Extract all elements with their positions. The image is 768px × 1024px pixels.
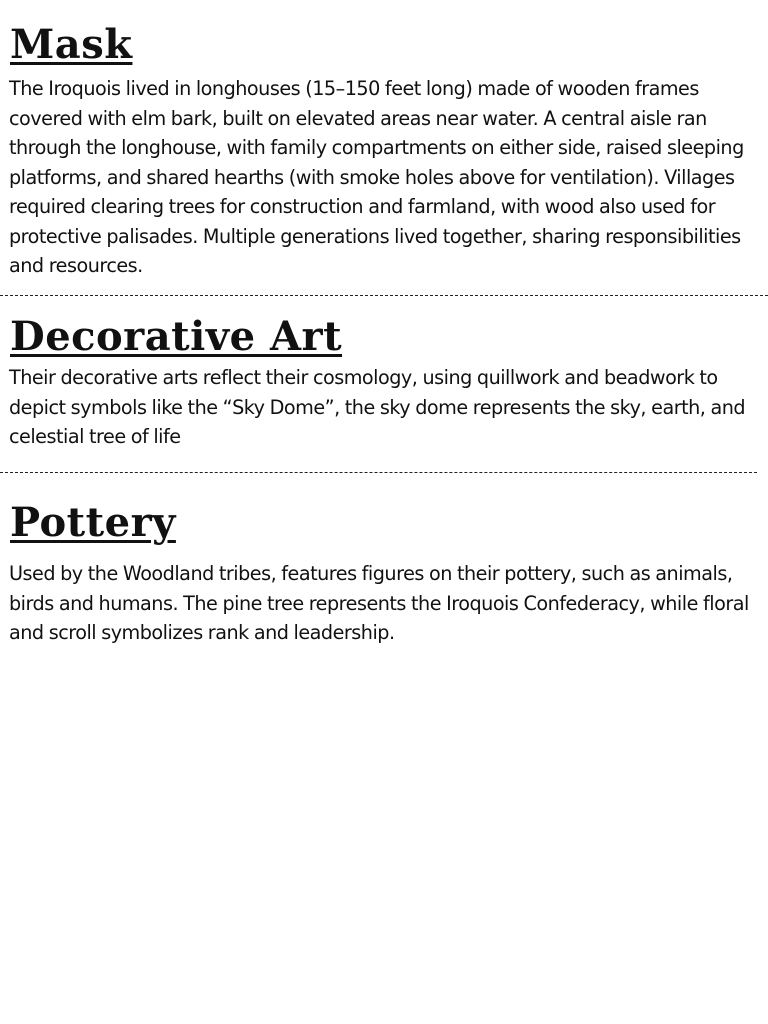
mask-heading: Mask (10, 21, 133, 68)
dashed-divider (0, 472, 757, 473)
pottery-heading: Pottery (10, 499, 176, 546)
pottery-paragraph: Used by the Woodland tribes, features figures on their pottery, such as animals, birds and humans. The pine tree represents the Iroquois Confederacy, while floral and scroll symbolizes rank and leadership. (9, 562, 749, 644)
mask-paragraph: The Iroquois lived in longhouses (15–150 feet long) made of wooden frames covered with elm bark, built on elevated areas near water. A central aisle ran through the longhouse, with family compartments on either side, raised sleeping platforms, and shared hearths (with smoke holes above for ventilation). Villages required clearing trees for construction and farmland, with wood also used for protective palisades. Multiple generations lived together, sharing responsibilities and resources. (9, 77, 744, 277)
dashed-divider (0, 295, 768, 296)
decorative-art-heading: Decorative Art (10, 313, 343, 360)
decorative-art-paragraph: Their decorative arts reflect their cosmology, using quillwork and beadwork to depict symbols like the “Sky Dome”, the sky dome represents the sky, earth, and celestial tree of life (9, 366, 746, 448)
